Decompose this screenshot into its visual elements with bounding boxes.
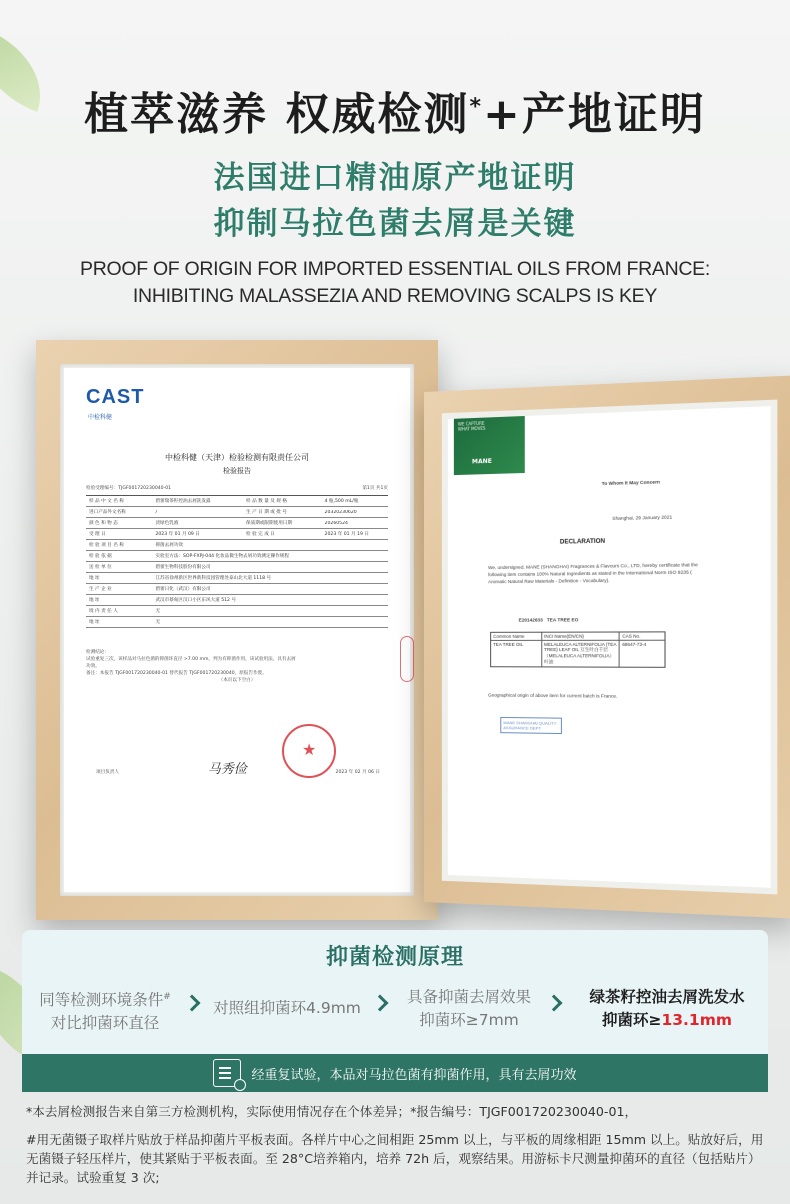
english-title-line2: INHIBITING MALASSEZIA AND REMOVING SCALPS IS KEY [132, 285, 658, 307]
notes-line: 功效。 [86, 663, 100, 669]
table-row: 检 验 项 目 名 称 抑菌去屑功效 [86, 540, 388, 551]
table-row: 生 产 企 业 碧蕾日化（武汉）有限公司 [86, 584, 388, 595]
subheadline-origin: 法国进口精油原产地证明 [213, 160, 577, 196]
step-test-conditions: 同等检测环境条件# 对比抑菌环直径 [39, 991, 171, 1033]
step-control-group: 对照组抑菌环4.9mm [213, 999, 361, 1017]
subheadline-malassezia: 抑制马拉色菌去屑是关键 [213, 206, 577, 242]
step-effective-threshold: 具备抑菌去屑效果 抑菌环≥7mm [406, 988, 531, 1029]
sign-date: 2023 年 02 月 06 日 [335, 770, 380, 776]
table-header-row: Common Name INCI Name(EN/CN) CAS No. [491, 632, 664, 641]
test-report-document [64, 368, 410, 892]
test-report-frame [36, 340, 438, 920]
notes-line: 备注：本报告 TJGF001720230040-01 替代报告 TJGF001720230040，原报告作废。 [86, 670, 267, 676]
report-notes [86, 650, 388, 684]
table-row: 送 检 单 位 碧蕾生物科技股份有限公司 [86, 562, 388, 573]
declaration-frame [424, 375, 790, 918]
official-seal [282, 724, 336, 778]
chevron-right-icon [372, 995, 389, 1012]
footnote-report-source: *本去屑检测报告来自第三方检测机构，实际使用情况存在个体差异；*报告编号：TJGF001720230040-01， [26, 1104, 638, 1119]
declaration-document [448, 406, 771, 888]
result-value: 13.1mm [661, 1011, 733, 1029]
origin-statement: Geographical origin of above item for current batch is France. [488, 692, 618, 699]
table-row: 颜 色 和 物 态 淡绿色乳液 保质期或限期使用日期 20260524 [86, 518, 388, 529]
notes-line: 检测结论： [86, 650, 109, 655]
notes-line: （本页以下空白） [218, 677, 256, 683]
english-title-line1: PROOF OF ORIGIN FOR IMPORTED ESSENTIAL OILS FROM FRANCE: [79, 258, 710, 280]
report-search-icon [213, 1059, 241, 1087]
mane-brand: MANE [471, 457, 492, 466]
antibacterial-principle-panel [22, 930, 768, 1090]
footnote-method: #用无菌镊子取样片贴放于样品抑菌片平板表面。各样片中心之间相距 25mm 以上，与平板的周缘相距 15mm 以上。贴放好后，用无菌镊子轻压样片，使其紧贴于平板表面。至 28°C培养箱内，培养 72h 后，观察结果。用游标卡尺测量抑菌环的直径（包括贴片）并记录。试验重复 3 次; [26, 1132, 764, 1185]
mane-tagline: WE CAPTURE WHAT MOVES [457, 420, 486, 432]
table-row: 境 内 责 任 人 无 [86, 606, 388, 617]
report-table [86, 495, 388, 628]
report-meta [86, 486, 388, 493]
table-row: 地 址 武汉市蔡甸区汉口小区东风大道 512 号 [86, 595, 388, 606]
report-page: 第1页 共1页 [362, 486, 388, 491]
conclusion-text: 经重复试验，本品对马拉色菌有抑菌作用，具有去屑功效 [251, 1067, 577, 1083]
page-seam-seal [400, 636, 414, 682]
report-subtitle: 检验报告 [223, 467, 251, 475]
mane-logo-block [454, 416, 525, 475]
quality-stamp: MANE SHANGHAI QUALITY ASSURANCE DEPT. [500, 717, 562, 735]
conclusion-band [22, 1054, 768, 1092]
report-signature-row [96, 758, 380, 777]
table-row: TEA TREE OIL MELALEUCA ALTERNIFOLIA (TEA TREE) LEAF OIL 互生叶白千层（MELALEUCA ALTERNIFOLIA）叶油 68647-73-4 [491, 641, 664, 667]
table-row: 地 址 江苏省徐州新区世界新科技园管理处泰山北大道 1118 号 [86, 573, 388, 584]
signer-label: 项目负责人 [96, 770, 119, 776]
step-product-result: 绿茶籽控油去屑洗发水 抑菌环≥13.1mm [589, 988, 745, 1029]
report-title: 中检科健（天津）检验检测有限责任公司 [165, 453, 309, 462]
notes-line: 试验重复三次，该样品对马拉色菌的抑菌环直径 >7.00 mm，判为有抑菌作用，该试验用法，具有去屑 [86, 656, 296, 662]
table-row: 进口产品外文名称 / 生 产 日 期 或 批 号 20320230620 [86, 507, 388, 518]
headline: 植萃滋养 权威检测*+产地证明 [84, 89, 706, 140]
signature: 马秀俭 [207, 762, 247, 777]
declaration-title: DECLARATION [559, 538, 606, 546]
table-row: 地 址 无 [86, 617, 388, 628]
declaration-addressee: To Whom It May Concern [601, 479, 660, 487]
panel-title: 抑菌检测原理 [325, 945, 464, 970]
cast-logo-subtitle: 中检科健 [88, 414, 113, 421]
table-row: 受 理 日 2023 年 01 月 09 日 检 验 完 成 日 2023 年 01 月 19 日 [86, 529, 388, 540]
declaration-date: Shanghai, 29 January 2021 [612, 514, 673, 521]
declaration-item: E20142633 TEA TREE EO [518, 617, 579, 623]
chevron-right-icon [184, 995, 201, 1012]
cast-logo: CAST [86, 386, 145, 408]
ingredient-table [490, 631, 665, 667]
table-row: 样 品 中 文 名 称 碧蕾瑞茶籽控油去屑洗发露 样 品 数 量 及 规 格 4 瓶,500 mL/瓶 [86, 496, 388, 507]
table-row: 检 验 依 据 实验室方法：SOP-FXPJ-044 化妆品微生物去屑功效测定操作规程 [86, 551, 388, 562]
declaration-body: We, undersigned, MANE (SHANGHAI) Fragrances & Flavours Co., LTD, hereby certificate that the following item contains 100% Natural Ingredients as stated in the International Norm ISO 9235 ( Aromatic Natural Raw Materials - Definition - Vocabulary). [488, 562, 699, 585]
report-number: 检验受理编号：TJGF001720230040-01 [86, 486, 172, 491]
chevron-right-icon [546, 995, 563, 1012]
